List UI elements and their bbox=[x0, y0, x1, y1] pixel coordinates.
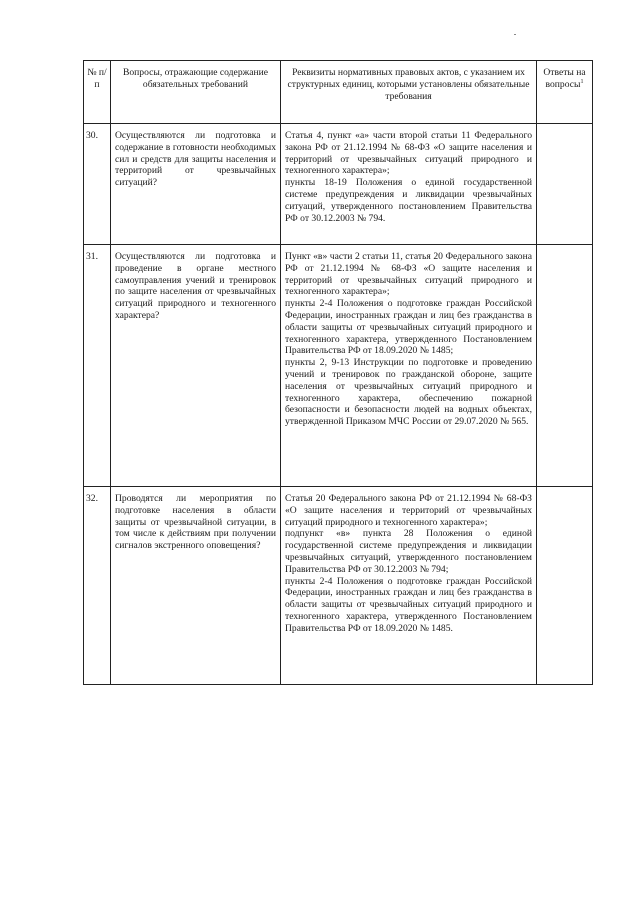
row-answer-cell[interactable] bbox=[537, 487, 593, 685]
row-reference bbox=[281, 487, 537, 685]
row-answer-cell[interactable] bbox=[537, 245, 593, 487]
row-question bbox=[111, 245, 281, 487]
row-reference bbox=[281, 124, 537, 245]
footnote-marker: 1 bbox=[580, 78, 584, 85]
header-number: № п/п bbox=[84, 61, 111, 124]
reference-item: Пункт «в» части 2 статьи 11, статья 20 Федерального закона РФ от 21.12.1994 № 68-ФЗ «О защите населения и территорий от чрезвычайных ситуаций природного и техногенного характера»; bbox=[285, 251, 532, 298]
reference-item: Статья 4, пункт «а» части второй статьи 11 Федерального закона РФ от 21.12.1994 № 68-ФЗ «О защите населения и территорий от чрезвычайных ситуаций природного и техногенного характера»; bbox=[285, 130, 532, 177]
row-question bbox=[111, 487, 281, 685]
reference-item: Статья 20 Федерального закона РФ от 21.12.1994 № 68-ФЗ «О защите населения и территорий от чрезвычайных ситуаций природного и техногенного характера»; bbox=[285, 493, 532, 528]
header-answer-label: Ответы на вопросы bbox=[543, 67, 586, 90]
table-header-row bbox=[84, 61, 593, 124]
row-answer-cell[interactable] bbox=[537, 124, 593, 245]
reference-item: пункты 2, 9-13 Инструкции по подготовке и проведению учений и тренировок по гражданской обороне, защите населения от чрезвычайных ситуаций природного и техногенного характера, обеспечению пожарной безопасности и безопасности людей на водных объектах, утвержденной Приказом МЧС России от 29.07.2020 № 565. bbox=[285, 357, 532, 428]
table-row bbox=[84, 245, 593, 487]
header-reference: Реквизиты нормативных правовых актов, с указанием их структурных единиц, которыми установлены обязательные требования bbox=[281, 61, 537, 124]
reference-item: пункты 2-4 Положения о подготовке граждан Российской Федерации, иностранных граждан и лиц без гражданства в области защиты от чрезвычайных ситуаций природного и техногенного характера, утвержденного Постановлением Правительства РФ от 18.09.2020 № 1485; bbox=[285, 298, 532, 357]
reference-item: пункты 18-19 Положения о единой государственной системе предупреждения и ликвидации чрезвычайных ситуаций, утвержденного постановлением Правительства РФ от 30.12.2003 № 794. bbox=[285, 177, 532, 224]
reference-item: подпункт «в» пункта 28 Положения о единой государственной системе предупреждения и ликвидации чрезвычайных ситуаций, утвержденного постановлением Правительства РФ от 30.12.2003 № 794; bbox=[285, 528, 532, 575]
table-row bbox=[84, 124, 593, 245]
row-number: 30. bbox=[84, 124, 111, 245]
row-number: 32. bbox=[84, 487, 111, 685]
scan-speck bbox=[514, 34, 516, 35]
question-text: Осуществляются ли подготовка и содержание в готовности необходимых сил и средств для защиты населения и территорий от чрезвычайных ситуаций? bbox=[115, 130, 276, 189]
table-row bbox=[84, 487, 593, 685]
row-question bbox=[111, 124, 281, 245]
header-answer bbox=[537, 61, 593, 124]
row-reference bbox=[281, 245, 537, 487]
question-text: Осуществляются ли подготовка и проведение в органе местного самоуправления учений и тренировок по защите населения от чрезвычайных ситуаций природного и техногенного характера? bbox=[115, 251, 276, 321]
requirements-table bbox=[83, 60, 593, 685]
row-number: 31. bbox=[84, 245, 111, 487]
header-question: Вопросы, отражающие содержание обязательных требований bbox=[111, 61, 281, 124]
reference-item: пункты 2-4 Положения о подготовке граждан Российской Федерации, иностранных граждан и лиц без гражданства в области защиты от чрезвычайных ситуаций природного и техногенного характера, утвержденного Постановлением Правительства РФ от 18.09.2020 № 1485. bbox=[285, 575, 532, 634]
question-text: Проводятся ли мероприятия по подготовке населения в области защиты от чрезвычайной ситуации, в том числе к действиям при получении сигналов экстренного оповещения? bbox=[115, 493, 276, 552]
